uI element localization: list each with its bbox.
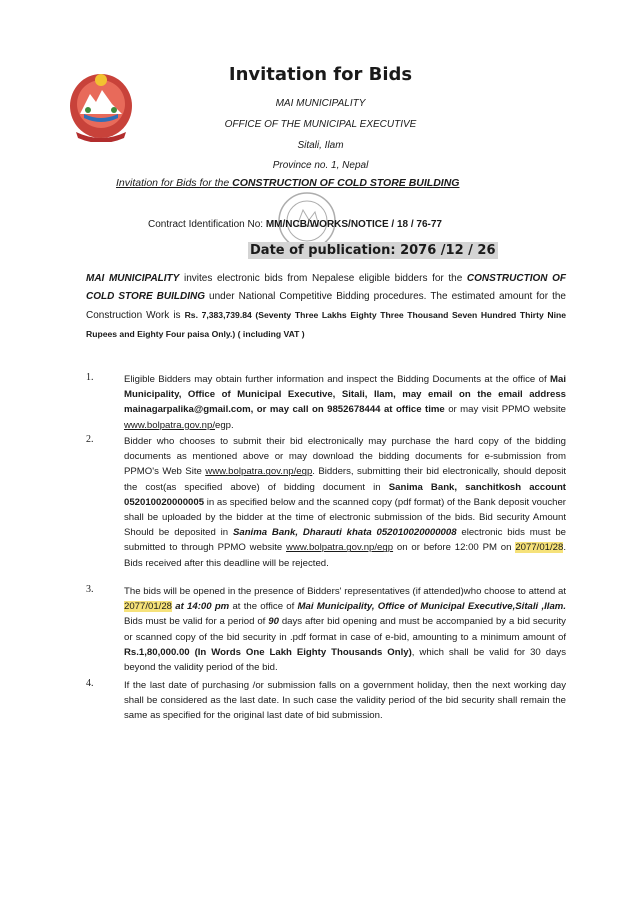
contract-number: MM/NCB/WORKS/NOTICE / 18 / 76-77: [265, 219, 442, 230]
item-3-text-d: Bids must be valid for a period of: [124, 616, 269, 628]
bank-account: Sanima Bank, sanchitkosh account 052010020000005: [124, 481, 566, 508]
item-2-text-c: in as specified below and the scanned copy (pdf format) of the Bank deposit voucher shall be uploaded by the bidder at the time of electronic submission of the bids. Bid security Amount Should be deposited in: [124, 496, 566, 539]
item-1-text-c: or may visit PPMO website: [444, 404, 566, 416]
bid-security-amount: Rs.1,80,000.00 (In Words One Lakh Eighty Thousands Only): [124, 646, 412, 658]
publication-date: Date of publication: 2076 /12 / 26: [250, 243, 496, 258]
item-text: [124, 372, 566, 433]
item-3-text-e: days after bid opening and must be accompanied by a bid security or scanned copy of the bid security in .pdf format in case of e-bid, amounting to a minimum amount of: [124, 616, 566, 643]
item-text: [124, 584, 566, 675]
item-number: 4.: [86, 678, 94, 689]
office-name: OFFICE OF THE MUNICIPAL EXECUTIVE: [224, 119, 417, 130]
bolpatra-link[interactable]: www.bolpatra.gov.np/egp: [205, 466, 313, 478]
item-number: 2.: [86, 434, 94, 445]
submission-deadline: 2077/01/28: [515, 542, 564, 554]
item-2-text-f: . Bids received after this deadline will be rejected.: [124, 542, 566, 569]
item-2-text-d: electronic bids must be submitted to through PPMO website: [124, 527, 566, 554]
contract-label: Contract Identification No:: [148, 219, 266, 230]
intro-paragraph: [86, 270, 566, 344]
item-text: If the last date of purchasing /or submission falls on a government holiday, then the next working day shall be considered as the last date. In such case the validity period of the bid security shall remain the same as specified for the original last date of bid submission.: [124, 680, 566, 722]
item-2-text-b: . Bidders, submitting their bid electronically, should deposit the cost(as specified above) of bidding document in: [124, 466, 566, 493]
contract-identification: [148, 219, 442, 230]
intro-org: MAI MUNICIPALITY: [86, 273, 180, 284]
page-title: Invitation for Bids: [228, 64, 413, 85]
intro-work: CONSTRUCTION OF COLD STORE BUILDING: [86, 273, 566, 302]
province-line: Province no. 1, Nepal: [272, 160, 369, 171]
deposit-account: Sanima Bank, Dharauti khata 052010020000008: [232, 527, 457, 539]
opening-office: Mai Municipality, Office of Municipal Executive,Sitali ,Ilam.: [297, 601, 566, 613]
item-3-text-c: at the office of: [229, 601, 298, 613]
item-1-text-d: egp.: [215, 419, 234, 431]
opening-date: 2077/01/28: [124, 601, 173, 613]
intro-text-1: invites electronic bids from Nepalese eligible bidders for the: [179, 273, 467, 284]
item-number: 1.: [86, 372, 94, 383]
item-3-text-a: The bids will be opened in the presence of Bidders' representatives (if attended)who choose to attend at: [124, 586, 566, 597]
item-2-text-e: on or before 12:00 PM on: [393, 542, 516, 554]
location-line: Sitali, Ilam: [297, 140, 344, 151]
intro-text-2: under National Competitive Bidding procedures. The estimated amount for the Construction Work is: [86, 291, 566, 321]
bolpatra-link[interactable]: www.bolpatra.gov.np/egp: [286, 542, 394, 554]
ppmo-link[interactable]: www.bolpatra.gov.np/: [124, 419, 216, 431]
intro-amount: Rs. 7,383,739.84 (Seventy Three Lakhs Eighty Three Thousand Seven Hundred Thirty Nine Rupees and Eighty Four paisa Only.) ( including VAT ): [86, 310, 566, 339]
item-2-text-a: Bidder who chooses to submit their bid electronically may purchase the hard copy of the bidding documents as mentioned above or may download the bidding documents for e-submission from PPMO's Web Site: [124, 436, 566, 478]
item-1-contact: Mai Municipality, Office of Municipal Executive, Sitali, Ilam, may email on the email address mainagarpalika@gmail.com, or may call on 9852678444 at office time: [124, 374, 566, 416]
item-1-text-a: Eligible Bidders may obtain further information and inspect the Bidding Documents at the office of: [124, 374, 550, 385]
item-number: 3.: [86, 584, 94, 595]
ifb-work-title: CONSTRUCTION OF COLD STORE BUILDING: [232, 177, 460, 189]
ifb-prefix: Invitation for Bids for the: [116, 177, 233, 189]
item-3-text-f: , which shall be valid for 30 days beyond the validity period of the bid.: [124, 646, 566, 674]
municipality-name: MAI MUNICIPALITY: [275, 98, 366, 109]
opening-time: at 14:00 pm: [172, 601, 230, 613]
validity-days: 90: [268, 616, 279, 628]
item-text: [124, 434, 566, 571]
